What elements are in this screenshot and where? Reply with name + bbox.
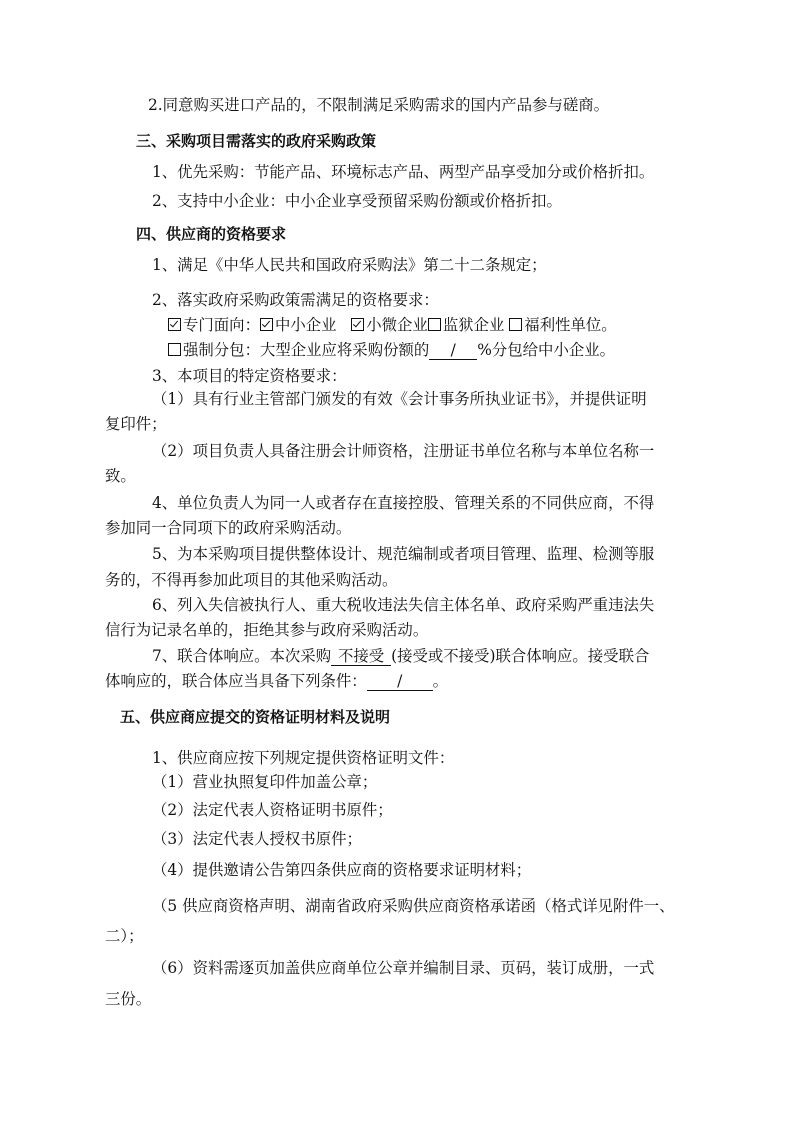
label-prison: 监狱企业 <box>442 316 505 334</box>
s4-item5-b: 务的，不得再参加此项目的其他采购活动。 <box>105 571 398 589</box>
s2-item2: 2.同意购买进口产品的，不限制满足采购需求的国内产品参与磋商。 <box>148 96 610 114</box>
checkbox-forced[interactable] <box>168 343 181 356</box>
section4-heading: 四、供应商的资格要求 <box>136 225 287 243</box>
checkbox-prison[interactable] <box>428 318 441 331</box>
s5-sub4: （4）提供邀请公告第四条供应商的资格要求证明材料； <box>152 861 532 879</box>
s5-sub5-b: 二）； <box>105 927 144 945</box>
s4-sub2-b: 致。 <box>105 467 136 485</box>
s4-item2: 2、落实政府采购政策需满足的资格要求： <box>152 291 439 309</box>
s4-item4-a: 4、单位负责人为同一人或者存在直接控股、管理关系的不同供应商，不得 <box>152 494 655 512</box>
forced-subcontract-row <box>168 340 615 360</box>
s4-sub2-a: （2）项目负责人具备注册会计师资格，注册证书单位名称与本单位名称一 <box>152 442 655 460</box>
label-forced-b: %分包给中小企业。 <box>477 341 616 359</box>
label-welfare: 福利性单位。 <box>524 316 617 334</box>
s4-sub1-a: （1）具有行业主管部门颁发的有效《会计事务所执业证书》，并提供证明 <box>152 390 647 408</box>
section3-heading: 三、采购项目需落实的政府采购政策 <box>136 132 377 150</box>
s4-item4-b: 参加同一合同项下的政府采购活动。 <box>105 519 352 537</box>
s5-sub6-b: 三份。 <box>105 990 152 1008</box>
s3-item2: 2、支持中小企业：中小企业享受预留采购份额或价格折扣。 <box>152 192 562 210</box>
joint-response-blank: 不接受 <box>331 648 391 666</box>
s4-item7-b: (接受或不接受)联合体响应。接受联合 <box>391 647 650 665</box>
label-sme: 中小企业 <box>274 316 337 334</box>
s4-item6-a: 6、列入失信被执行人、重大税收违法失信主体名单、政府采购严重违法失 <box>152 596 655 614</box>
checkbox-sme[interactable] <box>260 318 273 331</box>
s4-sub1-b: 复印件； <box>105 415 167 433</box>
label-micro: 小微企业 <box>366 316 428 334</box>
s5-sub5-a: （5 供应商资格声明、湖南省政府采购供应商资格承诺函（格式详见附件一、 <box>152 897 675 915</box>
s4-item3: 3、本项目的特定资格要求： <box>152 367 347 385</box>
section5-heading: 五、供应商应提交的资格证明材料及说明 <box>120 708 391 726</box>
checkbox-welfare[interactable] <box>509 318 522 331</box>
s5-sub2: （2）法定代表人资格证明书原件； <box>152 801 393 819</box>
s5-sub6-a: （6）资料需逐页加盖供应商单位公章并编制目录、页码，装订成册，一式 <box>152 959 655 977</box>
policy-options-row <box>168 315 617 335</box>
s3-item1: 1、优先采购：节能产品、环境标志产品、两型产品享受加分或价格折扣。 <box>152 163 655 181</box>
s4-item5-a: 5、为本采购项目提供整体设计、规范编制或者项目管理、监理、检测等服 <box>152 545 655 563</box>
s4-item7-line2 <box>105 671 448 691</box>
s4-item1: 1、满足《中华人民共和国政府采购法》第二十二条规定； <box>152 256 547 274</box>
forced-blank: / <box>429 342 477 360</box>
checkbox-micro[interactable] <box>351 318 364 331</box>
s4-item7-a: 7、联合体响应。本次采购 <box>152 647 332 665</box>
joint-conditions-blank: / <box>367 673 433 691</box>
checkbox-target[interactable] <box>168 318 181 331</box>
s4-item7-c: 体响应的，联合体应当具备下列条件： <box>105 672 367 690</box>
label-target: 专门面向： <box>183 316 260 334</box>
s5-sub3: （3）法定代表人授权书原件； <box>152 830 362 848</box>
s5-item1: 1、供应商应按下列规定提供资格证明文件： <box>152 749 455 767</box>
s4-item7-line1 <box>152 646 649 666</box>
s4-item6-b: 信行为记录名单的，拒绝其参与政府采购活动。 <box>105 621 429 639</box>
s5-sub1: （1）营业执照复印件加盖公章； <box>152 773 378 791</box>
s4-item7-d: 。 <box>432 672 449 690</box>
label-forced-a: 强制分包：大型企业应将采购份额的 <box>183 341 430 359</box>
